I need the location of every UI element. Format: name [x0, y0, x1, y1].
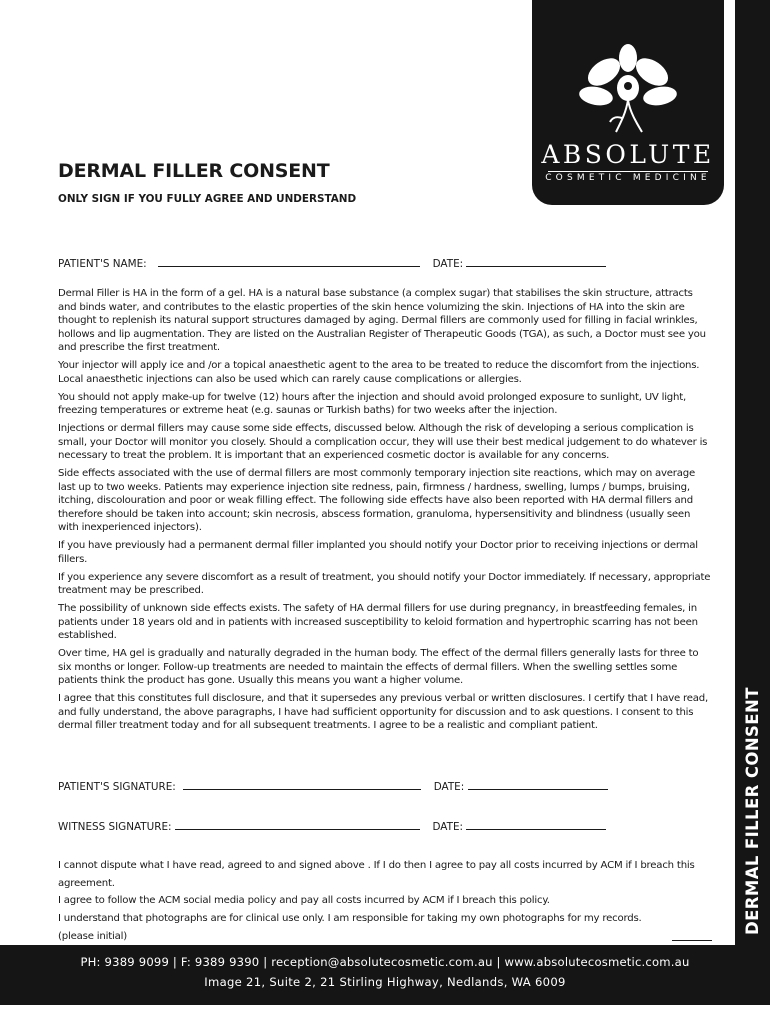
patient-signature-label: PATIENT'S SIGNATURE: — [58, 781, 176, 793]
paragraph: If you have previously had a permanent dermal filler implanted you should notify your Doctor prior to receiving injections or dermal fillers. — [58, 540, 698, 565]
patient-name-row — [58, 255, 606, 270]
agreement-item: I agree to follow the ACM social media policy and pay all costs incurred by ACM if I breach this policy. — [58, 895, 550, 907]
paragraph: Injections or dermal fillers may cause some side effects, discussed below. Although the risk of developing a serious complication is small, your Doctor will monitor you closely. Should a complication occur, they will use their best medical judgement to do whatever is necessary to treat the problem. It is important that an experienced cosmetic doctor is available for any concerns. — [58, 423, 708, 462]
patient-signature-row — [58, 778, 608, 793]
patient-signature-field[interactable] — [183, 778, 421, 790]
consent-body — [58, 287, 712, 737]
paragraph: Dermal Filler is HA in the form of a gel. HA is a natural base substance (a complex sugar) that stabilises the skin structure, attracts and binds water, and contributes to the elastic properties of the skin hence volumizing the skin. Injections of HA into the skin are thought to replenish its natural support structures damaged by aging. Dermal fillers are commonly used for filling in facial wrinkles, hollows and lip augmentation. They are listed on the Australian Register of Therapeutic Goods (TGA), as such, a Doctor must see you and prescribe the first treatment. — [58, 288, 706, 354]
patient-name-label: PATIENT'S NAME: — [58, 258, 147, 270]
date-field[interactable] — [468, 778, 608, 790]
brand-name: ABSOLUTE — [541, 140, 715, 169]
paragraph: The possibility of unknown side effects exists. The safety of HA dermal fillers for use during pregnancy, in breastfeeding females, in patients under 18 years old and in patients with increased susceptibility to keloid formation and hypertrophic scarring has not been established. — [58, 603, 698, 642]
paragraph: If you experience any severe discomfort as a result of treatment, you should notify your Doctor immediately. If necessary, appropriate treatment may be prescribed. — [58, 571, 711, 597]
initial-field[interactable] — [672, 928, 712, 941]
footer-address: Image 21, Suite 2, 21 Stirling Highway, Nedlands, WA 6009 — [204, 975, 566, 989]
date-field[interactable] — [466, 818, 606, 830]
paragraph: You should not apply make-up for twelve (12) hours after the injection and should avoid prolonged exposure to sunlight, UV light, freezing temperatures or extreme heat (e.g. saunas or Turkish baths) for two weeks after the injection. — [58, 391, 686, 417]
patient-name-field[interactable] — [158, 255, 420, 267]
agreement-item: I cannot dispute what I have read, agreed to and signed above . If I do then I agree to pay all costs incurred by ACM if I breach this agreement. — [58, 860, 695, 889]
witness-signature-field[interactable] — [175, 818, 420, 830]
paragraph: Side effects associated with the use of dermal fillers are most commonly temporary injection site reactions, which may on average last up to two weeks. Patients may experience injection site redness, pain, firmness / hardness, swelling, lumps / bumps, bruising, itching, discolouration and poor or weak filling effect. The following side effects have also been reported with HA dermal fillers and therefore should be taken into account; skin necrosis, abscess formation, granuloma, hypersensitivity and blindness (usually seen with inexperienced injectors). — [58, 468, 695, 534]
agreement-block — [58, 857, 712, 946]
footer-contact: PH: 9389 9099 | F: 9389 9390 | reception@absolutecosmetic.com.au | www.absolutecosmetic.com.au — [80, 955, 690, 969]
agreement-item: I understand that photographs are for clinical use only. I am responsible for taking my own photographs for my records. — [58, 913, 642, 925]
brand-subtitle: COSMETIC MEDICINE — [545, 173, 711, 183]
witness-signature-label: WITNESS SIGNATURE: — [58, 821, 172, 833]
witness-signature-row — [58, 818, 606, 833]
flower-logo-icon — [576, 44, 680, 140]
date-label: DATE: — [432, 258, 464, 270]
initial-row — [58, 928, 712, 946]
paragraph: Over time, HA gel is gradually and naturally degraded in the human body. The effect of the dermal fillers generally lasts for three to six months or longer. Follow-up treatments are needed to maintain the effects of dermal fillers. When the swelling settles some patients think the product has gone. Usually this means you want a higher volume. — [58, 648, 699, 687]
page-subtitle: ONLY SIGN IF YOU FULLY AGREE AND UNDERSTAND — [58, 193, 357, 205]
date-field[interactable] — [466, 255, 606, 267]
date-label: DATE: — [433, 781, 465, 793]
paragraph: I agree that this constitutes full disclosure, and that it supersedes any previous verbal or written disclosures. I certify that I have read, and fully understand, the above paragraphs, I have had sufficient opportunity for discussion and to ask questions. I consent to this dermal filler treatment today and for all subsequent treatments. I agree to be a realistic and compliant patient. — [58, 693, 708, 732]
footer — [0, 945, 770, 1005]
paragraph: Your injector will apply ice and /or a topical anaesthetic agent to the area to be treated to reduce the discomfort from the injections. Local anaesthetic injections can also be used which can rarely cause complications or allergies. — [58, 360, 700, 385]
brand-logo-panel — [532, 0, 724, 205]
side-title: DERMAL FILLER CONSENT — [743, 687, 762, 935]
page-title: DERMAL FILLER CONSENT — [58, 160, 330, 182]
date-label: DATE: — [432, 821, 464, 833]
initial-label: (please initial) — [58, 930, 127, 942]
